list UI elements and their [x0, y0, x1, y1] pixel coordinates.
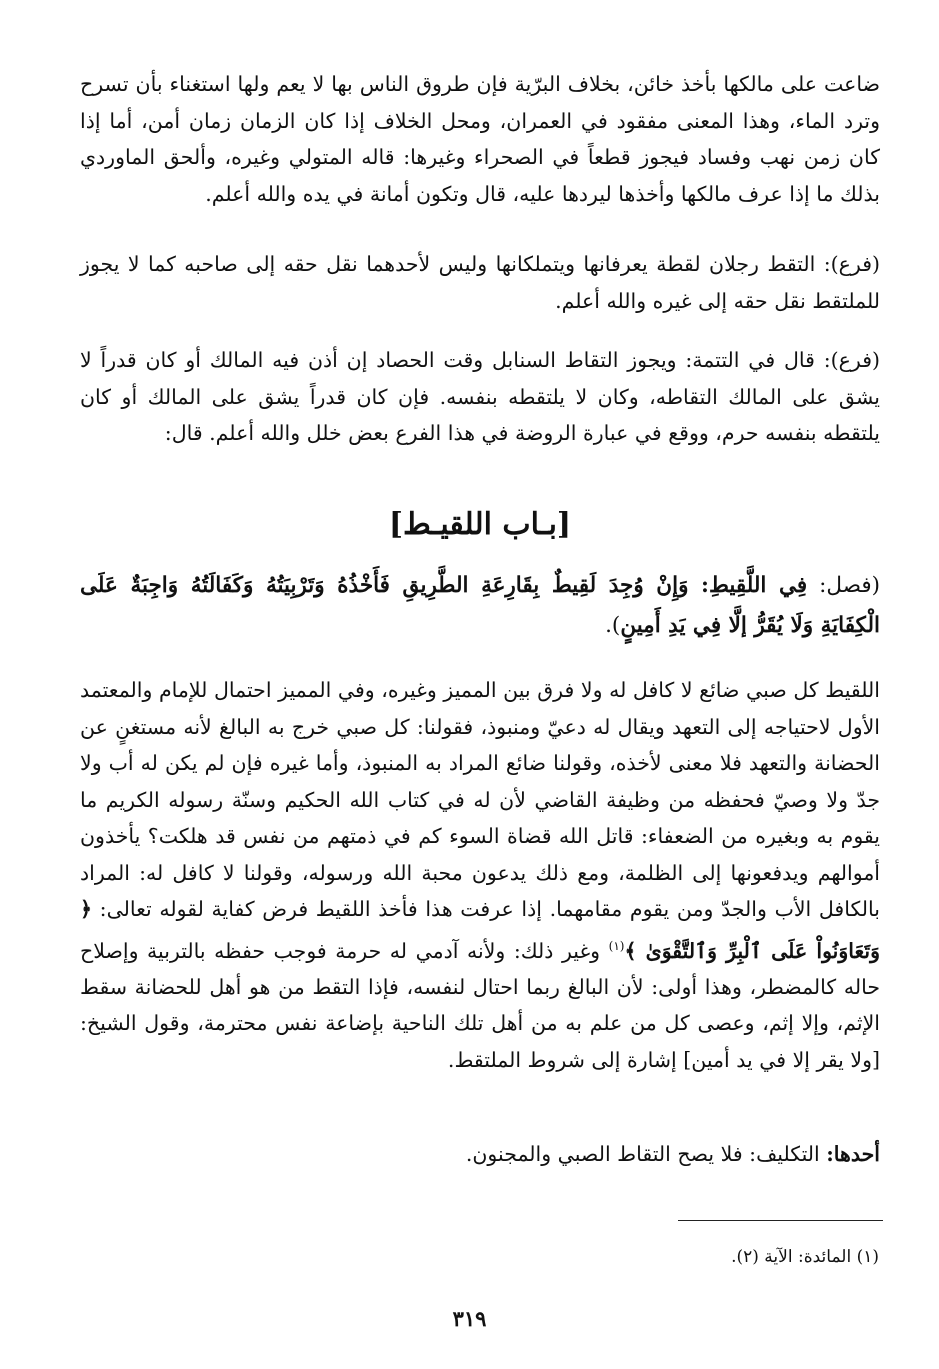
paragraph-1: ضاعت على مالكها بأخذ خائن، بخلاف البرّية فإن طروق الناس بها لا يعم ولها استغناء بأن تسرح وترد الماء، وهذا المعنى مفقود في العمران، ومحل الخلاف إذا كان الزمان زمان أمن، أما إذا كان زمن نهب وفساد فيجوز قطعاً في الصحراء وغيرها: قاله المتولي وغيره، وألحق الماوردي بذلك ما إذا عرف مالكها وأخذها ليردها عليه، قال وتكون أمانة في يده والله أعلم.	[80, 72, 880, 206]
fasl-suffix: ).	[605, 613, 621, 638]
conditions-lead: أحدها:	[826, 1142, 880, 1166]
sharh-text-a: اللقيط كل صبي ضائع لا كافل له ولا فرق بين المميز وغيره، وفي المميز احتمال للإمام والمعتمد الأول لاحتياجه إلى التعهد ويقال له دعيّ ومنبوذ، فقولنا: كل صبي خرج به البالغ لأنه مستغنٍ عن الحضانة والتعهد فلا معنى لأخذه، وقولنا ضائع المراد به المنبوذ، وأما غيره فإن لم يكن له أب ولا جدّ ولا وصيّ فحفظه من وظيفة القاضي لأن له في كتاب الله الحكيم وسنّة رسوله الكريم ما يقوم به وبغيره من الضعفاء: قاتل الله قضاة السوء كم في ذمتهم من نفس قد هلكت؟ يأخذون أموالهم ويدفعونها إلى الظلمة، ومع ذلك يدعون محبة الله ورسوله، وقولنا لا كافل له: المراد بالكافل الأب والجدّ ومن يقوم مقامهما. إذا عرفت هذا فأخذ اللقيط فرض كفاية لقوله تعالى:	[80, 678, 881, 921]
sharh-text-b: وغير ذلك: ولأنه آدمي له حرمة فوجب حفظه بالتربية وإصلاح حاله كالمضطر، وهذا أولى: لأن البالغ ربما احتال لنفسه، فإذا التقط من هو أهل للحضانة سقط الإثم، وإلا إثم، وعصى كل من علم به من أهل تلك الناحية بإضاعة نفس محترمة، وقول الشيخ: [ولا يقر إلا في يد أمين] إشارة إلى شروط الملتقط.	[80, 938, 880, 1072]
paragraph-far-1: (فرع): التقط رجلان لقطة يعرفانها ويتملكانها وليس لأحدهما نقل حقه إلى صاحبه كما لا يجوز للملتقط نقل حقه إلى غيره والله أعلم.	[80, 252, 880, 313]
footnote-marker: (١)	[608, 938, 625, 953]
paragraph-conditions	[80, 1136, 880, 1173]
fasl-prefix: (فصل:	[807, 573, 881, 598]
quran-ayah: ﴿ وَتَعَاوَنُواْ عَلَى ٱلْبِرِّ وَٱلتَّقْوَىٰ ﴾	[80, 897, 881, 963]
footnote: (١) المائدة: الآية (٢).	[731, 1247, 879, 1267]
fasl-matn	[80, 566, 880, 646]
sharh-paragraph	[80, 672, 880, 1078]
conditions-text: التكليف: فلا يصح التقاط الصبي والمجنون.	[465, 1142, 827, 1166]
chapter-heading: [بـاب اللقيـط]	[388, 507, 572, 542]
footnote-separator	[678, 1220, 883, 1221]
paragraph-far-2: (فرع): قال في التتمة: ويجوز التقاط السنابل وقت الحصاد إن أذن فيه المالك أو كان قدراً لا يشق على المالك التقاطه، وكان لا يلتقطه بنفسه. فإن كان قدراً يشق على المالك أو كان يلتقطه بنفسه حرم، ووقع في عبارة الروضة في هذا الفرع بعض خلل والله أعلم. قال:	[80, 348, 880, 445]
fasl-matn-text: فِي اللَّقِيطِ: وَإِنْ وُجِدَ لَقِيطٌ بِقَارِعَةِ الطَّرِيقِ فَأَخْذُهُ وَتَرْبِيَتُهُ وَكَفَالَتُهُ وَاجِبَةٌ عَلَى الْكِفَايَةِ وَلَا يُقَرُّ إلَّا فِي يَدِ أَمِينٍ	[80, 573, 880, 638]
page-number: ٣١٩	[452, 1306, 487, 1331]
